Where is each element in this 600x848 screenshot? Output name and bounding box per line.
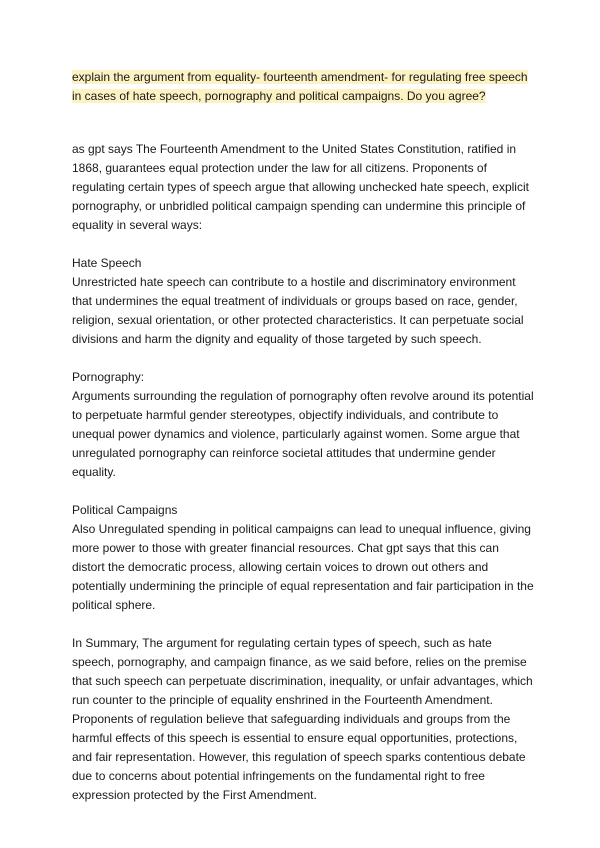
- section-hate-speech: [72, 254, 534, 349]
- section-heading: Political Campaigns: [72, 503, 178, 517]
- intro-paragraph: as gpt says The Fourteenth Amendment to the United States Constitution, ratified in 1868, guarantees equal protection under the law for all citizens. Proponents of regulating certain types of speech argue that allowing unchecked hate speech, explicit pornography, or unbridled political campaign spending can undermine this principle of equality in several ways:: [72, 142, 529, 232]
- section-heading: Pornography:: [72, 370, 145, 384]
- section-body: Arguments surrounding the regulation of pornography often revolve around its potential to perpetuate harmful gender stereotypes, objectify individuals, and contribute to unequal power dynamics and violence, particularly against women. Some argue that unregulated pornography can reinforce societal attitudes that undermine gender equality.: [72, 389, 534, 479]
- section-pornography: [72, 368, 534, 482]
- section-heading: Hate Speech: [72, 256, 142, 270]
- question-highlight: explain the argument from equality- fourteenth amendment- for regulating free speech in cases of hate speech, pornography and political campaigns. Do you agree?: [72, 70, 528, 103]
- document-page: [72, 68, 534, 805]
- question-block: [72, 68, 534, 106]
- summary-paragraph: In Summary, The argument for regulating certain types of speech, such as hate speech, pornography, and campaign finance, as we said before, relies on the premise that such speech can perpetuate discrimination, inequality, or unfair advantages, which run counter to the principle of equality enshrined in the Fourteenth Amendment. Proponents of regulation believe that safeguarding individuals and groups from the harmful effects of this speech is essential to ensure equal opportunities, protections, and fair representation. However, this regulation of speech sparks contentious debate due to concerns about potential infringements on the fundamental right to free expression protected by the First Amendment.: [72, 636, 533, 802]
- section-body: Unrestricted hate speech can contribute to a hostile and discriminatory environment that undermines the equal treatment of individuals or groups based on race, gender, religion, sexual orientation, or other protected characteristics. It can perpetuate social divisions and harm the dignity and equality of those targeted by such speech.: [72, 275, 524, 346]
- section-body: Also Unregulated spending in political campaigns can lead to unequal influence, giving more power to those with greater financial resources. Chat gpt says that this can distort the democratic process, allowing certain voices to drown out others and potentially undermining the principle of equal representation and fair participation in the political sphere.: [72, 522, 534, 612]
- section-political-campaigns: [72, 501, 534, 615]
